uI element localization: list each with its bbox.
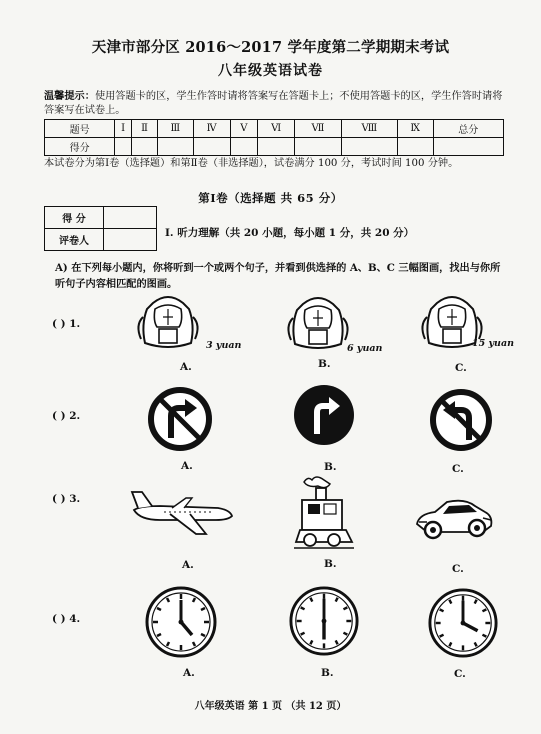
score-table: [44, 119, 504, 156]
clock-icon: [288, 585, 360, 657]
turn-right-sign-icon: [293, 384, 355, 446]
score-cell: Ⅸ: [397, 120, 433, 138]
backpack-icon: [133, 295, 203, 353]
no-left-turn-sign-icon: [429, 388, 493, 452]
score-blank[interactable]: [341, 138, 397, 156]
score-blank[interactable]: [258, 138, 295, 156]
question-number[interactable]: ( ) 2.: [52, 410, 81, 422]
section-title: 第Ⅰ卷（选择题 共 65 分）: [198, 191, 343, 205]
option-label[interactable]: C.: [452, 563, 464, 575]
option-label[interactable]: B.: [321, 667, 334, 679]
score-cell: Ⅶ: [295, 120, 342, 138]
score-cell: 总分: [433, 120, 503, 138]
option-label[interactable]: B.: [324, 461, 337, 473]
question-number[interactable]: ( ) 4.: [52, 613, 81, 625]
score-blank[interactable]: [115, 138, 132, 156]
option-label[interactable]: C.: [454, 668, 466, 680]
clock-icon: [144, 585, 218, 659]
page-footer: 八年级英语 第 1 页 （共 12 页）: [194, 701, 347, 712]
warm-tip: [44, 89, 504, 118]
backpack-icon: [283, 296, 353, 354]
option-label[interactable]: C.: [455, 362, 467, 374]
exam-title: 天津市部分区 2016～2017 学年度第二学期期末考试: [91, 39, 450, 56]
exam-note: 本试卷分为第Ⅰ卷（选择题）和第Ⅱ卷（非选择题），试卷满分 100 分，考试时间 100 分钟。: [44, 158, 459, 169]
grader-score-blank[interactable]: [104, 207, 157, 229]
price-label: 3 yuan: [206, 340, 242, 351]
part1-title: Ⅰ. 听力理解（共 20 小题，每小题 1 分，共 20 分）: [165, 227, 415, 239]
score-blank[interactable]: [295, 138, 342, 156]
score-cell: Ⅴ: [230, 120, 258, 138]
exam-subtitle: 八年级英语试卷: [218, 63, 323, 79]
score-table-header-row: [45, 120, 504, 138]
option-label[interactable]: A.: [183, 667, 195, 679]
score-cell: Ⅷ: [341, 120, 397, 138]
score-blank[interactable]: [131, 138, 157, 156]
score-blank[interactable]: [397, 138, 433, 156]
score-table-score-row: [45, 138, 504, 156]
score-blank[interactable]: [433, 138, 503, 156]
grader-name-blank[interactable]: [104, 229, 157, 251]
grader-name-label: 评卷人: [45, 229, 104, 251]
train-icon: [294, 474, 354, 552]
option-label[interactable]: A.: [182, 559, 194, 571]
question-number[interactable]: ( ) 1.: [52, 318, 81, 330]
score-cell: Ⅱ: [131, 120, 157, 138]
score-blank[interactable]: [193, 138, 230, 156]
grader-box: [44, 206, 157, 251]
score-cell: I: [115, 120, 132, 138]
grader-score-label: 得 分: [45, 207, 104, 229]
option-label[interactable]: B.: [318, 358, 331, 370]
option-label[interactable]: C.: [452, 463, 464, 475]
option-label[interactable]: A.: [181, 460, 193, 472]
price-label: 6 yuan: [347, 343, 383, 354]
tip-text: 使用答题卡的区，学生作答时请将答案写在答题卡上；不使用答题卡的区，学生作答时请将答案写在试卷上。: [44, 91, 503, 116]
score-blank[interactable]: [158, 138, 194, 156]
option-label[interactable]: B.: [324, 558, 337, 570]
score-cell: Ⅵ: [258, 120, 295, 138]
score-cell: 题号: [45, 120, 115, 138]
score-cell: 得分: [45, 138, 115, 156]
price-label: 15 yuan: [472, 338, 515, 349]
option-label[interactable]: A.: [180, 361, 192, 373]
tip-label: 温馨提示：: [44, 90, 95, 102]
instruction: A) 在下列每小题内，你将听到一个或两个句子，并看到供选择的 A、B、C 三幅图画，找出与你所听句子内容相匹配的图画。: [55, 262, 501, 290]
score-blank[interactable]: [230, 138, 258, 156]
clock-icon: [427, 587, 499, 659]
score-cell: Ⅲ: [158, 120, 194, 138]
no-right-turn-sign-icon: [147, 386, 213, 452]
car-icon: [413, 494, 495, 544]
score-cell: Ⅳ: [193, 120, 230, 138]
airplane-icon: [130, 488, 235, 538]
question-number[interactable]: ( ) 3.: [52, 493, 81, 505]
